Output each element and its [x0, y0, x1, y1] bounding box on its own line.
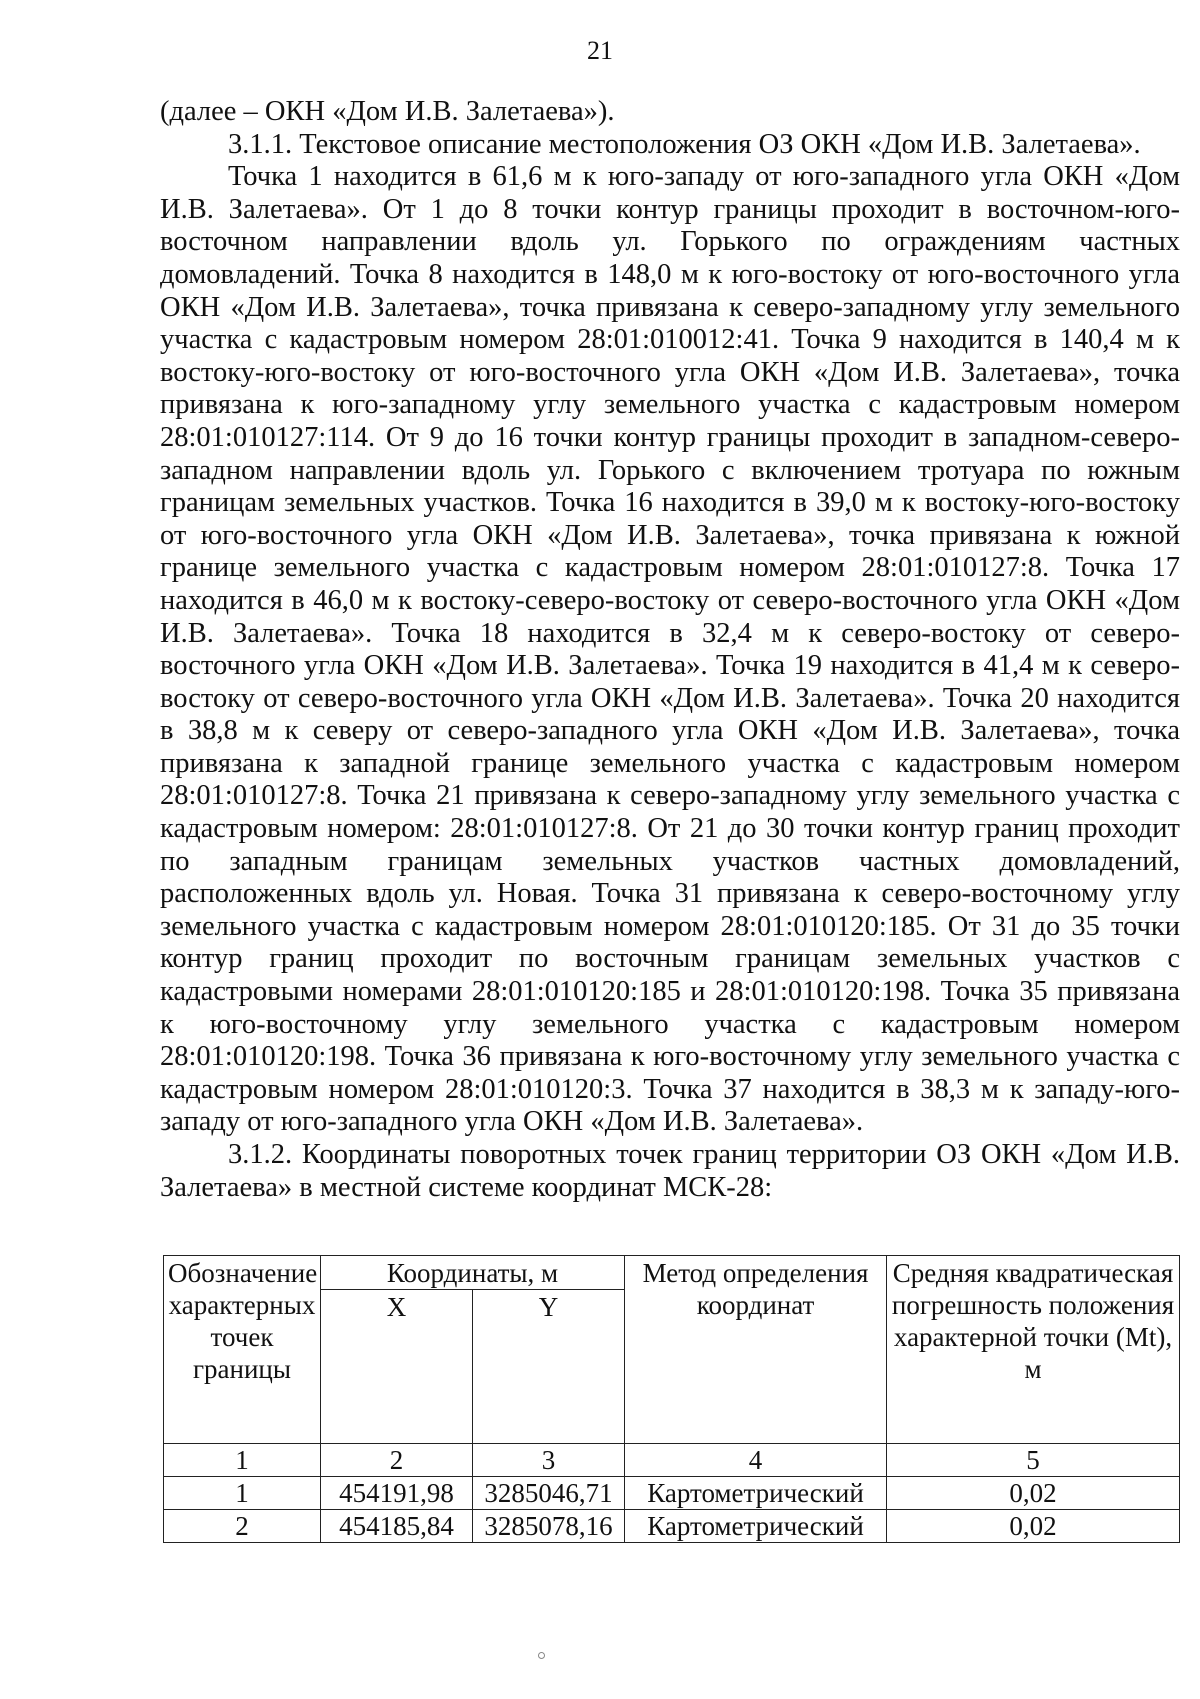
column-number: 3 [473, 1444, 625, 1477]
table-row [164, 1510, 1180, 1543]
column-number: 5 [887, 1444, 1180, 1477]
coordinates-table [163, 1255, 1180, 1543]
table-row [164, 1477, 1180, 1510]
cell-point: 2 [164, 1510, 321, 1543]
paragraph-continuation: (далее – ОКН «Дом И.В. Залетаева»). [160, 96, 615, 127]
section-heading-3-1-2: 3.1.2. Координаты поворотных точек границ территории ОЗ ОКН «Дом И.В. Залетаева» в местной системе координат МСК-28: [160, 1139, 1180, 1203]
coordinates-table-container [163, 1255, 1179, 1543]
header-coordinates: Координаты, м [321, 1256, 625, 1290]
header-y: Y [473, 1290, 625, 1444]
cell-point: 1 [164, 1477, 321, 1510]
header-method: Метод определения координат [625, 1256, 887, 1444]
page-number: 21 [587, 36, 613, 65]
cell-error: 0,02 [887, 1510, 1180, 1543]
column-number: 2 [321, 1444, 473, 1477]
document-body [160, 96, 1180, 1204]
column-number-row [164, 1444, 1180, 1477]
scan-speck [538, 1652, 545, 1659]
cell-x: 454191,98 [321, 1477, 473, 1510]
paragraph-boundary-description: Точка 1 находится в 61,6 м к юго-западу от юго-западного угла ОКН «Дом И.В. Залетаева». От 1 до 8 точки контур границы проходит в восточном-юго-восточном направлении вдоль ул. Горького по ограждениям частных домовладений. Точка 8 находится в 148,0 м к юго-востоку от юго-восточного угла ОКН «Дом И.В. Залетаева», точка привязана к северо-западному углу земельного участка с кадастровым номером 28:01:010012:41. Точка 9 находится в 140,4 м к востоку-юго-востоку от юго-восточного угла ОКН «Дом И.В. Залетаева», точка привязана к юго-западному углу земельного участка с кадастровым номером 28:01:010127:114. От 9 до 16 точки контур границы проходит в западном-северо-западном направлении вдоль ул. Горького с включением тротуара по южным границам земельных участков. Точка 16 находится в 39,0 м к востоку-юго-востоку от юго-восточного угла ОКН «Дом И.В. Залетаева», точка привязана к южной границе земельного участка с кадастровым номером 28:01:010127:8. Точка 17 находится в 46,0 м к востоку-северо-востоку от северо-восточного угла ОКН «Дом И.В. Залетаева». Точка 18 находится в 32,4 м к северо-востоку от северо-восточного угла ОКН «Дом И.В. Залетаева». Точка 19 находится в 41,4 м к северо-востоку от северо-восточного угла ОКН «Дом И.В. Залетаева». Точка 20 находится в 38,8 м к северу от северо-западного угла ОКН «Дом И.В. Залетаева», точка привязана к западной границе земельного участка с кадастровым номером 28:01:010127:8. Точка 21 привязана к северо-западному углу земельного участка с кадастровым номером: 28:01:010127:8. От 21 до 30 точки контур границ проходит по западным границам земельных участков частных домовладений, расположенных вдоль ул. Новая. Точка 31 привязана к северо-восточному углу земельного участка с кадастровым номером 28:01:010120:185. От 31 до 35 точки контур границ проходит по восточным границам земельных участков с кадастровыми номерами 28:01:010120:185 и 28:01:010120:198. Точка 35 привязана к юго-восточному углу земельного участка с кадастровым номером 28:01:010120:198. Точка 36 привязана к юго-восточному углу земельного участка с кадастровым номером 28:01:010120:3. Точка 37 находится в 38,3 м к западу-юго-западу от юго-западного угла ОКН «Дом И.В. Залетаева». [160, 161, 1180, 1138]
header-x: X [321, 1290, 473, 1444]
section-heading-3-1-1: 3.1.1. Текстовое описание местоположения ОЗ ОКН «Дом И.В. Залетаева». [228, 128, 1141, 160]
cell-method: Картометрический [625, 1477, 887, 1510]
column-number: 1 [164, 1444, 321, 1477]
cell-error: 0,02 [887, 1477, 1180, 1510]
cell-method: Картометрический [625, 1510, 887, 1543]
cell-y: 3285046,71 [473, 1477, 625, 1510]
column-number: 4 [625, 1444, 887, 1477]
cell-x: 454185,84 [321, 1510, 473, 1543]
header-point-designation: Обозначение характерных точек границы [164, 1256, 321, 1444]
header-mean-error: Средняя квадратическая погрешность положения характерной точки (Mt), м [887, 1256, 1180, 1444]
cell-y: 3285078,16 [473, 1510, 625, 1543]
